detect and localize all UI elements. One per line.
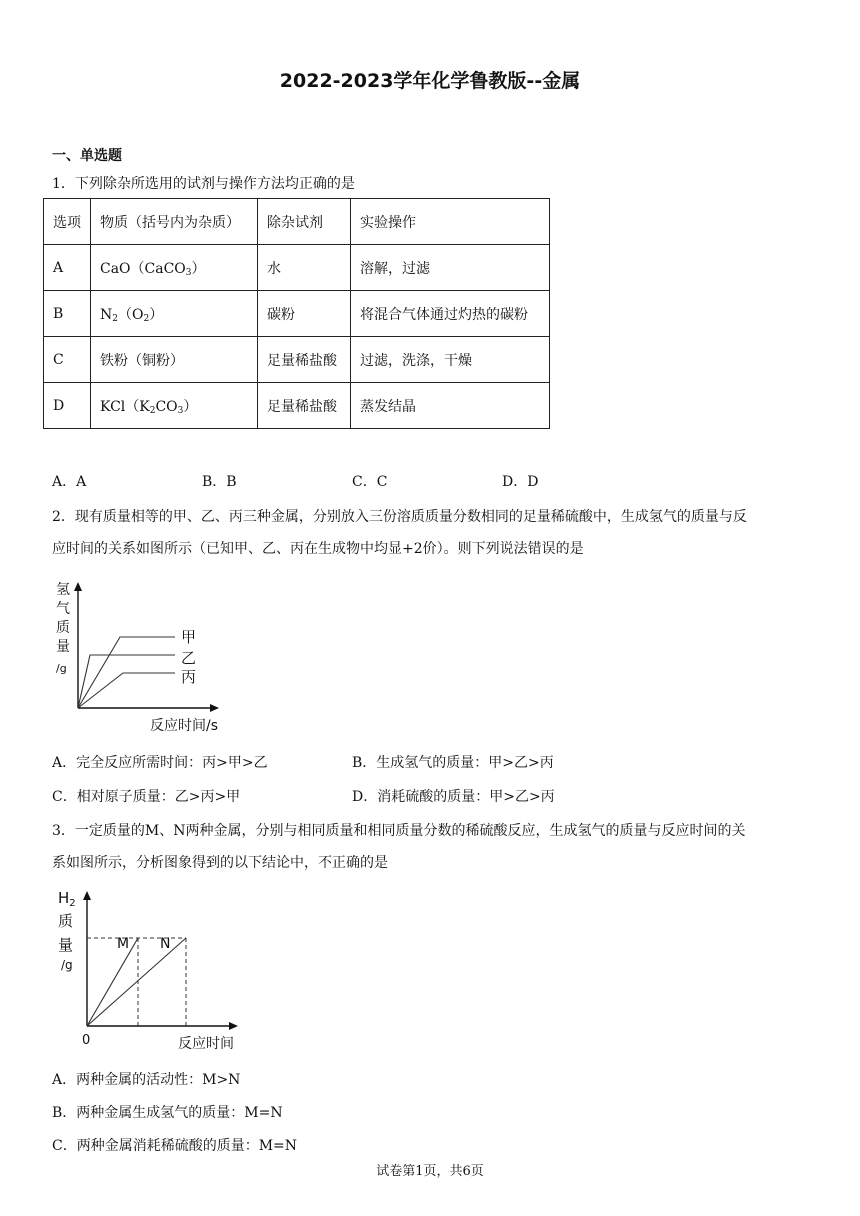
- q3-y-label-h2: $H_2$: [58, 889, 76, 909]
- table-cell: C: [44, 337, 91, 383]
- table-cell-substance: $N_2(O_2)$: [91, 291, 258, 337]
- table-header-row: [44, 199, 550, 245]
- table-row: [44, 291, 550, 337]
- q2-y-label-1: 氢: [56, 582, 70, 598]
- q3-option-c: C．两种金属消耗稀硫酸的质量：M=N: [52, 1138, 298, 1154]
- q2-x-arrow: [210, 704, 219, 712]
- q1-option-c: C．C: [352, 474, 388, 490]
- q3-y-label-2: 量: [58, 936, 74, 954]
- q2-line-bing: [78, 673, 175, 708]
- q1-stem: 1．下列除杂所选用的试剂与操作方法均正确的是: [52, 176, 355, 192]
- q1-table: [43, 198, 550, 429]
- q2-option-a: A．完全反应所需时间：丙>甲>乙: [52, 755, 268, 771]
- table-header: 除杂试剂: [258, 199, 351, 245]
- q2-y-label-3: 质: [56, 620, 70, 636]
- table-cell: 水: [258, 245, 351, 291]
- table-cell: 蒸发结晶: [351, 383, 550, 429]
- table-cell: 足量稀盐酸: [258, 337, 351, 383]
- q3-option-b: B．两种金属生成氢气的质量：M=N: [52, 1105, 283, 1121]
- q1-option-a: A．A: [52, 474, 87, 490]
- q2-label-bing: 丙: [181, 668, 197, 686]
- q3-y-label-1: 质: [58, 912, 74, 930]
- q2-option-c: C．相对原子质量：乙>丙>甲: [52, 789, 241, 805]
- table-row: [44, 337, 550, 383]
- table-cell-substance: CaO（CaCO$_3$）: [91, 245, 258, 291]
- page-title: 2022-2023学年化学鲁教版--金属: [279, 70, 581, 92]
- table-cell: 碳粉: [258, 291, 351, 337]
- q2-stem-line1: 2．现有质量相等的甲、乙、丙三种金属，分别放入三份溶质质量分数相同的足量稀硫酸中，生成氢气的质量与反: [52, 509, 747, 525]
- q3-stem-line2: 系如图所示，分析图象得到的以下结论中，不正确的是: [52, 855, 388, 871]
- table-cell: D: [44, 383, 91, 429]
- q3-y-unit: /g: [61, 958, 73, 972]
- q3-graph: [52, 884, 252, 1056]
- q2-label-yi: 乙: [181, 649, 197, 667]
- table-cell: A: [44, 245, 91, 291]
- section-heading: 一、单选题: [52, 148, 122, 164]
- q3-label-m: M: [117, 936, 130, 952]
- q3-line-n: [87, 938, 186, 1026]
- table-cell: 将混合气体通过灼热的碳粉: [351, 291, 550, 337]
- q2-graph: [50, 578, 230, 736]
- table-cell: 过滤，洗涤，干燥: [351, 337, 550, 383]
- q2-y-label-2: 气: [56, 601, 70, 617]
- table-cell: 铁粉（铜粉）: [91, 337, 258, 383]
- q2-stem-line2: 应时间的关系如图所示（已知甲、乙、丙在生成物中均显+2价）。则下列说法错误的是: [52, 541, 584, 557]
- q3-origin-label: 0: [82, 1033, 91, 1048]
- q3-line-m: [87, 938, 138, 1026]
- q2-y-arrow: [74, 582, 82, 591]
- q2-y-label-4: 量: [56, 639, 70, 655]
- q2-y-unit: /g: [56, 662, 67, 675]
- table-cell-substance: $KCl(K_2CO_3)$: [91, 383, 258, 429]
- q3-option-a: A．两种金属的活动性：M>N: [52, 1072, 241, 1088]
- q2-option-d: D．消耗硫酸的质量：甲>乙>丙: [352, 789, 555, 805]
- table-header: 选项: [44, 199, 91, 245]
- page-footer: 试卷第1页，共6页: [376, 1164, 484, 1179]
- q1-option-d: D．D: [502, 474, 539, 490]
- q3-x-label: 反应时间: [178, 1036, 234, 1052]
- table-row: [44, 383, 550, 429]
- table-cell: 足量稀盐酸: [258, 383, 351, 429]
- q2-label-jia: 甲: [181, 628, 197, 646]
- q2-line-yi: [78, 655, 175, 708]
- q2-x-label: 反应时间/s: [150, 718, 219, 734]
- q3-y-arrow: [83, 891, 91, 900]
- q2-option-b: B．生成氢气的质量：甲>乙>丙: [352, 755, 554, 771]
- q3-label-n: N: [160, 936, 171, 952]
- table-row: [44, 245, 550, 291]
- q3-x-arrow: [229, 1022, 238, 1030]
- table-cell: 溶解，过滤: [351, 245, 550, 291]
- q3-stem-line1: 3．一定质量的M、N两种金属，分别与相同质量和相同质量分数的稀硫酸反应，生成氢气的质量与反应时间的关: [52, 823, 746, 839]
- table-cell: B: [44, 291, 91, 337]
- q1-option-b: B．B: [202, 474, 237, 490]
- table-header: 实验操作: [351, 199, 550, 245]
- table-header: 物质（括号内为杂质）: [91, 199, 258, 245]
